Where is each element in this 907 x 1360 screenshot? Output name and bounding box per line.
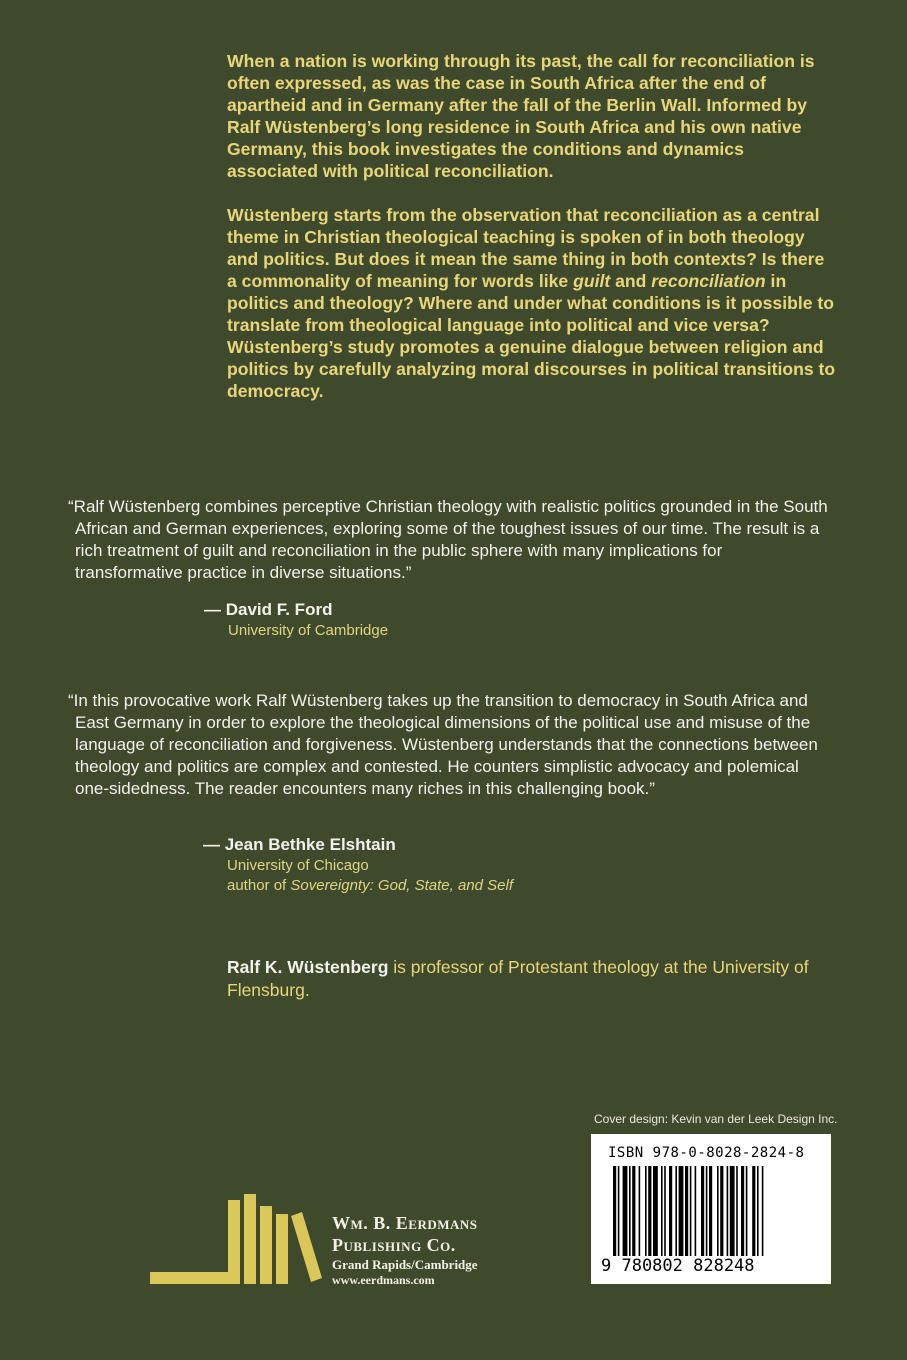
quote-2-author: — Jean Bethke Elshtain: [203, 835, 396, 854]
eerdmans-logo-icon: [150, 1192, 325, 1284]
isbn-text: ISBN 978-0-8028-2824-8: [608, 1145, 805, 1161]
blurb-p2-text-a: Wüstenberg starts from the observation that reconciliation as a central theme in Christian theological teaching is spoken of in both theology and politics. But does it mean the same thing in both contexts? Is there a commonality of meaning for words like: [227, 205, 825, 291]
endorsement-quote-1: [68, 496, 828, 584]
quote-2-text: “In this provocative work Ralf Wüstenberg takes up the transition to democracy in South Africa and East Germany in order to explore the theological dimensions of the political use and misuse of the language of reconciliation and forgiveness. Wüstenberg understands that the connections between theology and politics are complex and contested. He counters simplistic advocacy and polemical one-sidedness. The reader encounters many riches in this challenging book.”: [68, 691, 818, 798]
quote-2-attribution: [203, 834, 513, 896]
isbn-digits: 9 780802 828248: [601, 1256, 755, 1276]
cover-design-credit: Cover design: Kevin van der Leek Design Inc.: [594, 1112, 838, 1126]
endorsement-quote-2: [68, 690, 828, 800]
quote-1-attribution: [204, 599, 388, 641]
book-prefix: author of: [227, 877, 291, 894]
publisher-name-2: Publishing Co.: [332, 1235, 456, 1255]
term-reconciliation: reconciliation: [651, 271, 766, 291]
quote-2-book-credit: [203, 876, 513, 896]
bio-text: is professor of Protestant theology at the University of Flensburg.: [227, 957, 809, 1000]
blurb-p2-and: and: [610, 271, 652, 291]
bio-author-name: Ralf K. Wüstenberg: [227, 957, 389, 977]
term-guilt: guilt: [573, 271, 611, 291]
quote-1-affiliation: University of Cambridge: [228, 622, 389, 639]
quote-1-text: “Ralf Wüstenberg combines perceptive Christian theology with realistic politics grounded in the South African and German experiences, exploring some of the toughest issues of our time. The result is a rich treatment of guilt and reconciliation in the public sphere with many implications for transformative practice in diverse situations.”: [68, 497, 828, 582]
quote-2-affiliation: University of Chicago: [227, 857, 369, 874]
publisher-website: www.eerdmans.com: [332, 1273, 435, 1287]
isbn-barcode: [591, 1134, 831, 1284]
barcode-bars-icon: [613, 1166, 813, 1258]
book-title: Sovereignty: God, State, and Self: [290, 877, 514, 894]
publisher-name-1: Wm. B. Eerdmans: [332, 1213, 478, 1233]
publisher-block: [332, 1212, 478, 1288]
quote-1-author: — David F. Ford: [204, 600, 333, 619]
author-bio: [227, 956, 827, 1002]
back-cover-blurb: [227, 50, 837, 424]
blurb-p2-text-b: in politics and theology? Where and under what conditions is it possible to translate from theological language into political and vice versa? Wüstenberg’s study promotes a genuine dialogue between religion and politics by carefully analyzing moral discourses in political transitions to democracy.: [227, 271, 836, 401]
blurb-paragraph-1: When a nation is working through its past, the call for reconciliation is often expressed, as was the case in South Africa after the end of apartheid and in Germany after the fall of the Berlin Wall. Informed by Ralf Wüstenberg’s long residence in South Africa and his own native Germany, this book investigates the conditions and dynamics associated with political reconciliation.: [227, 51, 815, 181]
publisher-location: Grand Rapids/Cambridge: [332, 1257, 478, 1272]
blurb-paragraph-2: [227, 204, 837, 402]
